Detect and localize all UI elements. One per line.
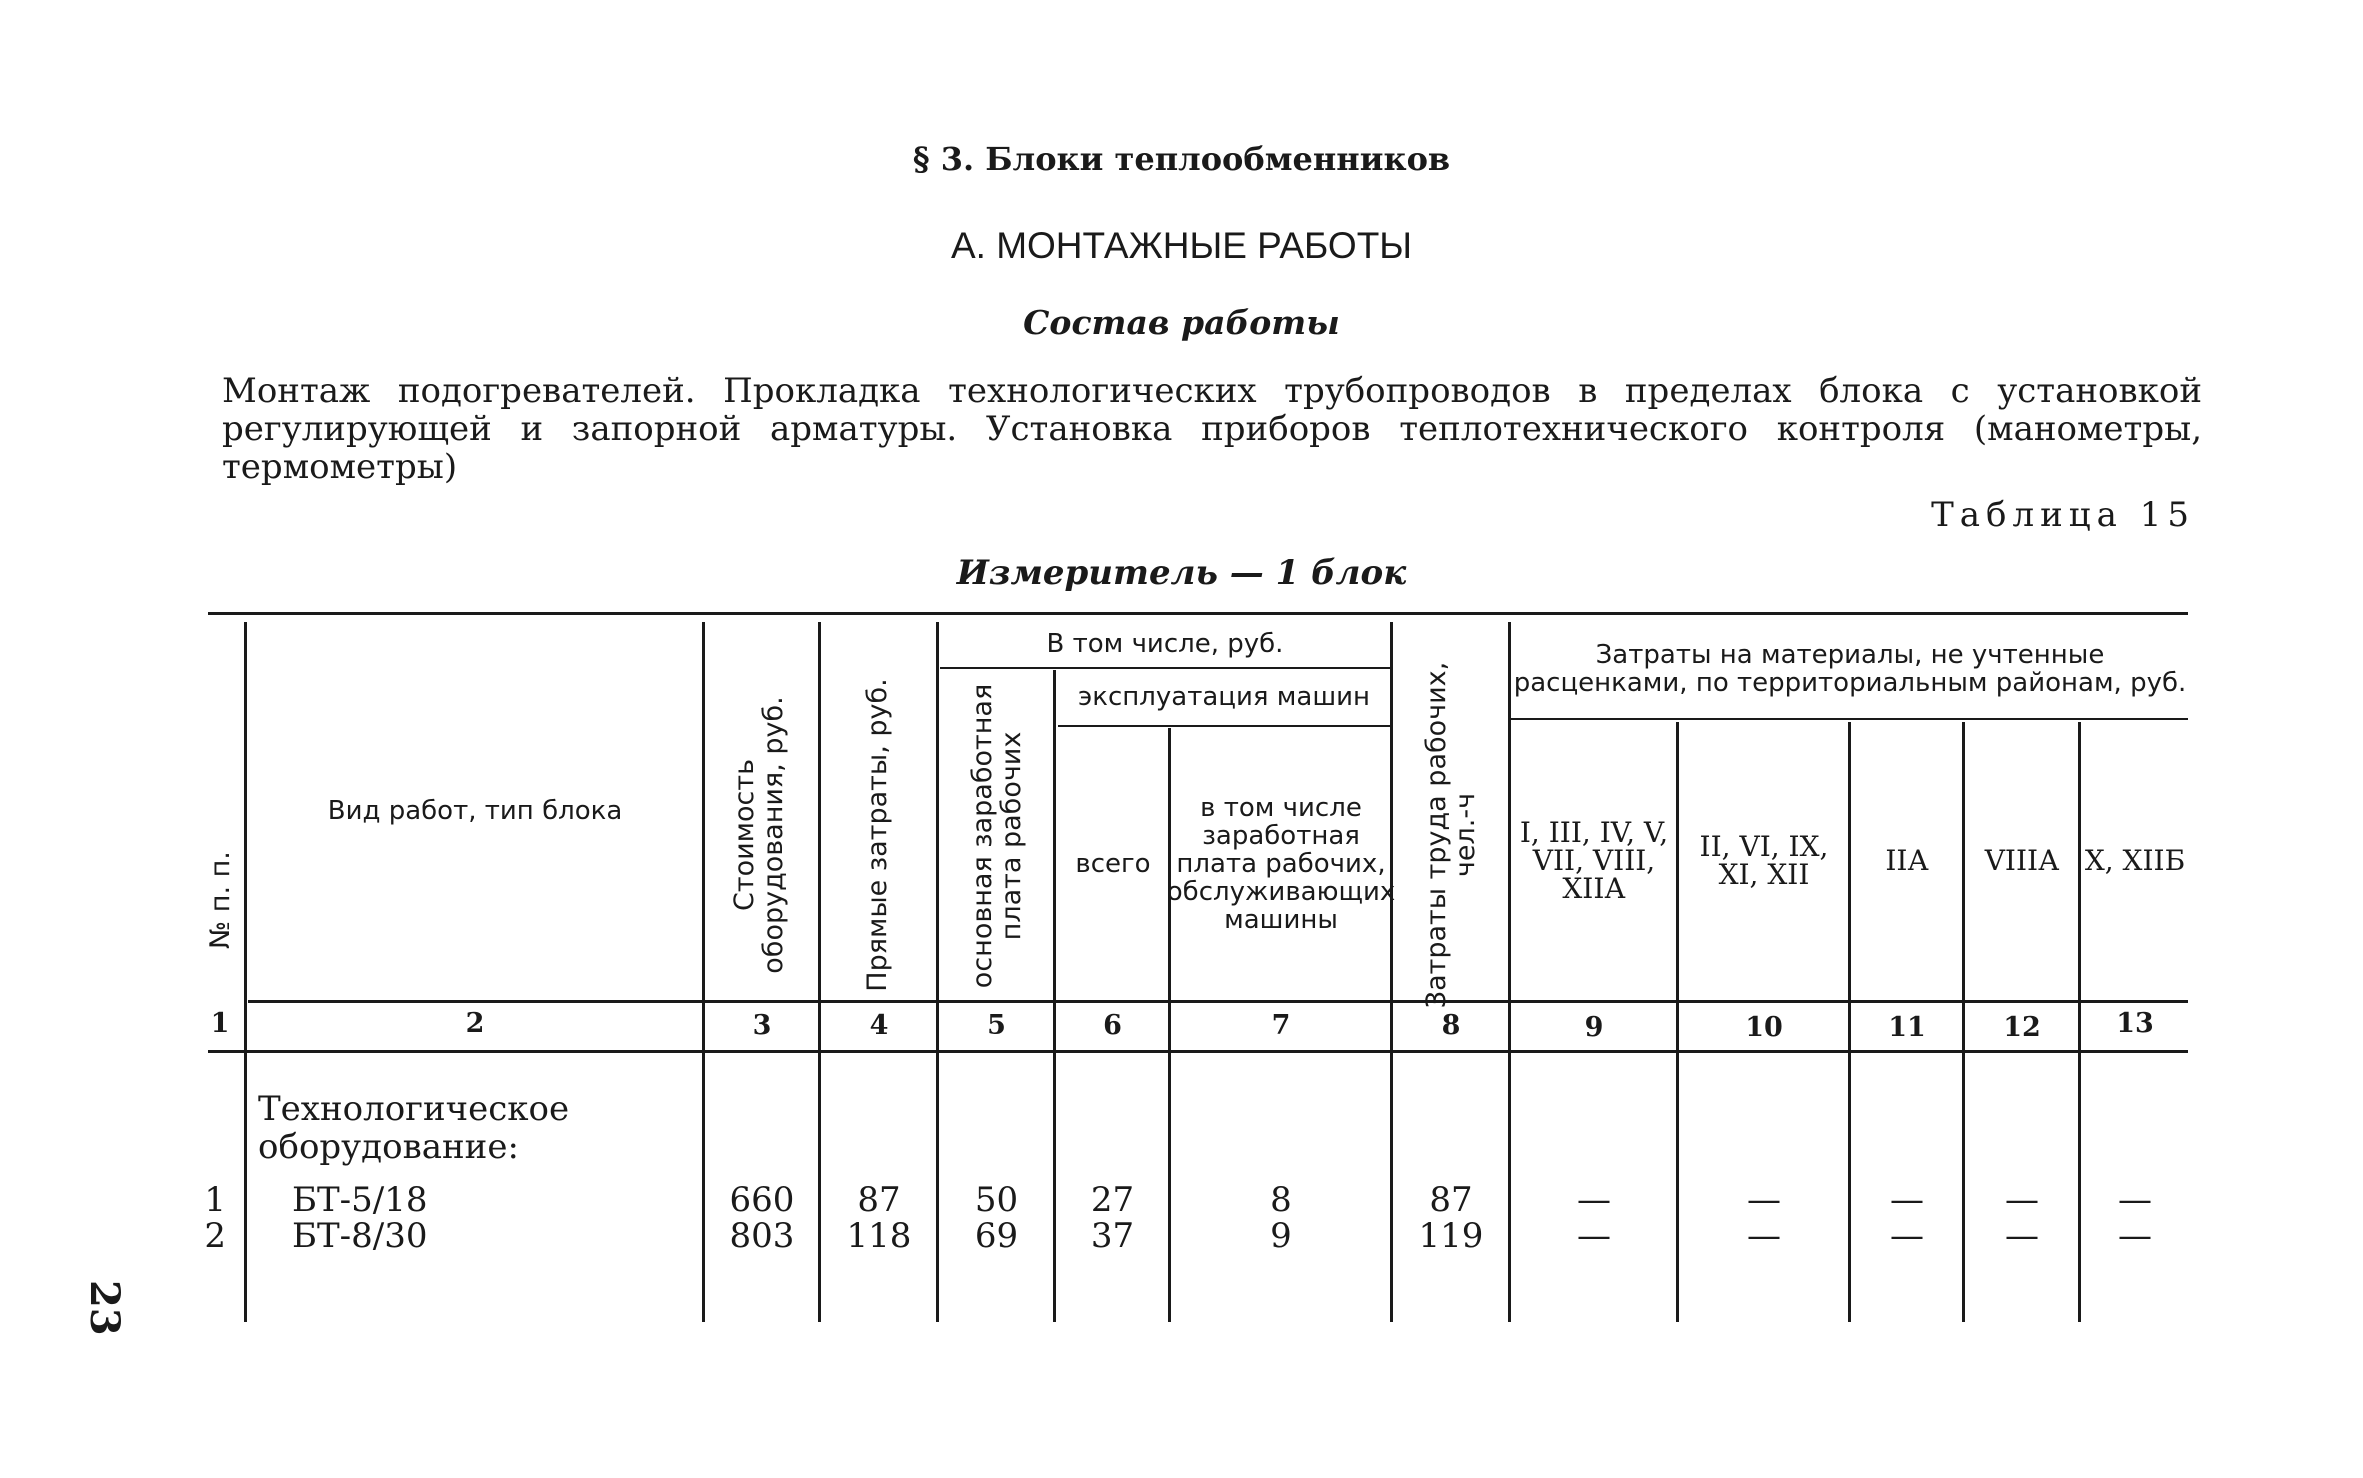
col-number: 8 [1441,1010,1461,1041]
including-underline [940,667,1390,669]
col-line-10 [1848,722,1851,1322]
group-label: Технологическое оборудование: [258,1089,570,1167]
header-region-3: IIА [1885,844,1929,877]
col-number: 7 [1271,1010,1291,1041]
subsection-title: А. МОНТАЖНЫЕ РАБОТЫ [950,225,1413,266]
header-region-1: I, III, IV, V, VII, VIII, XIIА [1519,816,1669,905]
table-label: Таблица 15 [1931,495,2195,535]
col-line-9 [1676,722,1679,1322]
col-line-2 [702,622,705,1322]
col-number: 4 [869,1010,889,1041]
region-4-cost: — [2005,1180,2039,1220]
region-1-cost: — [1577,1216,1611,1256]
col-line-12 [2078,722,2081,1322]
row-number: 1 [204,1180,226,1220]
header-machine-ops: эксплуатация машин [1077,682,1371,712]
machine-wage: 9 [1270,1216,1292,1256]
equipment-cost: 660 [729,1180,795,1220]
header-equipment-cost: Стоимость оборудования, руб. [729,696,789,974]
col-number: 12 [2003,1012,2041,1043]
col-line-3 [818,622,821,1322]
header-machine-wage: в том числе заработная плата рабочих, обслуживающих машины [1166,793,1396,935]
region-1-cost: — [1577,1180,1611,1220]
col-line-8 [1508,622,1511,1322]
header-region-2: II, VI, IX, XI, XII [1699,830,1829,891]
header-bottom-border [248,1000,2188,1003]
work-description: Монтаж подогревателей. Прокладка технологических трубопроводов в пределах блока с установкой регулирующей и запорной арматуры. Установка приборов теплотехнического контроля (манометры, термометры) [222,371,2202,487]
materials-underline [1510,718,2188,720]
col-line-1 [244,622,247,1322]
col-number: 9 [1584,1012,1604,1043]
block-type: БТ-8/30 [292,1216,428,1256]
col-number: 1 [210,1008,230,1039]
base-wage: 50 [974,1180,1019,1220]
col-number: 6 [1103,1010,1122,1041]
col-line-7 [1390,622,1393,1322]
page-number: 23 [81,1280,128,1336]
header-work-type: Вид работ, тип блока [327,796,623,826]
col-line-4 [936,622,939,1322]
header-including: В том числе, руб. [1046,629,1284,659]
col-number: 2 [465,1008,485,1039]
column-numbers-bottom-border [208,1050,2188,1053]
measure-unit: Измеритель — 1 блок [956,553,1407,593]
col-number: 13 [2116,1008,2154,1039]
block-type: БТ-5/18 [292,1180,428,1220]
labor: 119 [1418,1216,1484,1256]
col-number: 10 [1745,1012,1783,1043]
region-2-cost: — [1747,1180,1781,1220]
labor: 87 [1429,1180,1473,1220]
header-base-wage: основная заработная плата рабочих [967,683,1027,989]
base-wage: 69 [974,1216,1019,1256]
region-2-cost: — [1747,1216,1781,1256]
region-3-cost: — [1890,1180,1924,1220]
region-3-cost: — [1890,1216,1924,1256]
header-row-no: № п. п. [204,851,236,949]
row-number: 2 [204,1216,226,1256]
col-line-11 [1962,722,1965,1322]
section-title: § 3. Блоки теплообменников [912,140,1451,178]
col-number: 11 [1888,1012,1926,1043]
direct-costs: 118 [846,1216,912,1256]
col-number: 5 [987,1010,1006,1041]
region-4-cost: — [2005,1216,2039,1256]
col-number: 3 [752,1010,772,1041]
header-materials: Затраты на материалы, не учтенные расценками, по территориальным районам, руб. [1513,640,2187,698]
region-5-cost: — [2118,1216,2152,1256]
header-machine-total: всего [1075,849,1151,879]
equipment-cost: 803 [729,1216,795,1256]
table-top-border [208,612,2188,615]
machine-ops-underline [1058,725,1390,727]
header-region-5: X, XIIБ [2084,844,2186,877]
machine-total: 27 [1090,1180,1135,1220]
header-region-4: VIIIА [1984,844,2060,877]
col-line-5 [1053,670,1056,1322]
header-labor: Затраты труда рабочих, чел.-ч [1421,661,1481,1009]
machine-total: 37 [1090,1216,1135,1256]
header-direct-costs: Прямые затраты, руб. [861,678,893,992]
direct-costs: 87 [857,1180,901,1220]
machine-wage: 8 [1270,1180,1292,1220]
work-composition-heading: Состав работы [1023,303,1340,342]
region-5-cost: — [2118,1180,2152,1220]
